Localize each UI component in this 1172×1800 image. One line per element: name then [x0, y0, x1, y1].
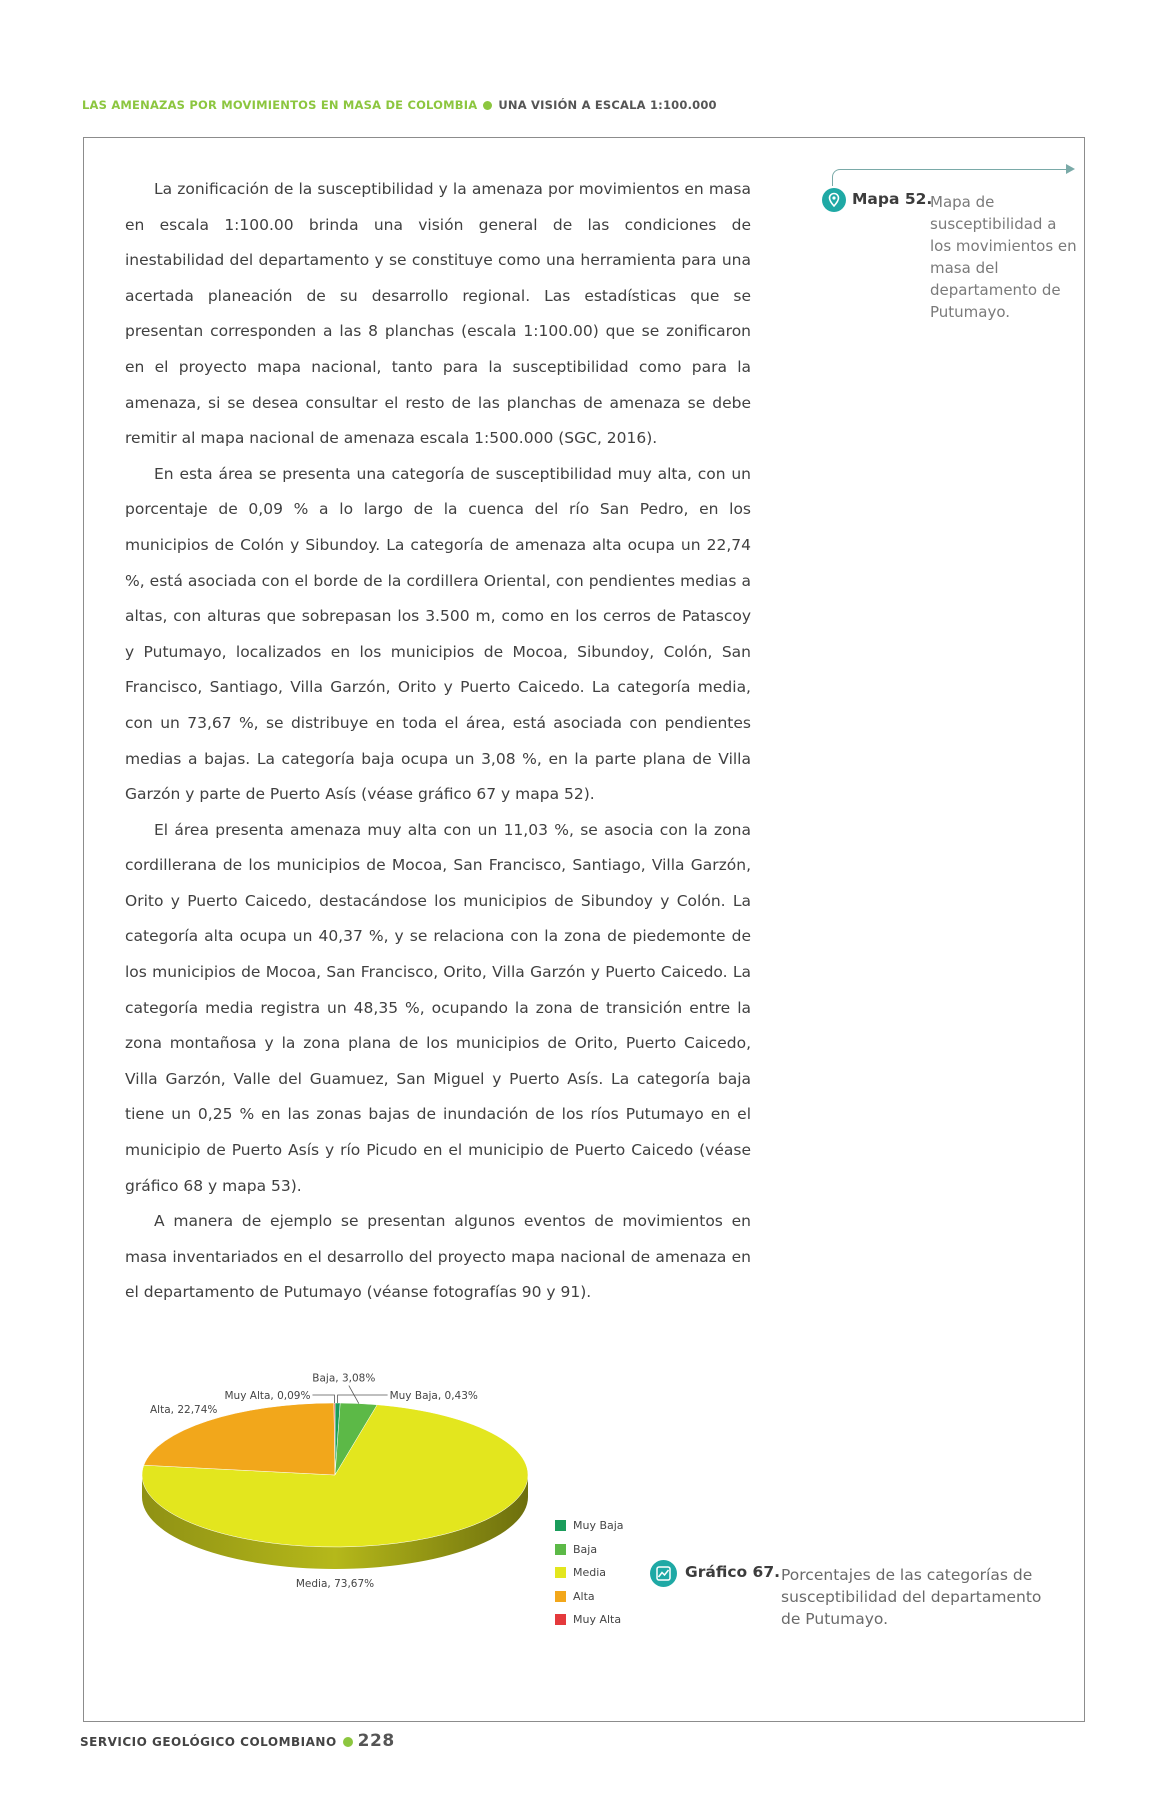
- chart-caption: Porcentajes de las categorías de susceptibilidad del departamento de Putumayo.: [781, 1566, 1042, 1628]
- footer-dot: [343, 1737, 353, 1747]
- legend-item-muy-baja: [555, 1514, 624, 1538]
- data-label-media: Media, 73,67%: [295, 1578, 375, 1590]
- legend-label: Baja: [573, 1542, 598, 1556]
- legend-item-alta: [555, 1585, 624, 1609]
- legend-label: Alta: [573, 1589, 595, 1603]
- header-subtitle: UNA VISIÓN A ESCALA 1:100.000: [498, 98, 717, 112]
- legend-swatch: [555, 1614, 566, 1625]
- leader-line-muy-alta: [312, 1395, 334, 1403]
- data-label-alta: Alta, 22,74%: [150, 1404, 218, 1416]
- legend-swatch: [555, 1591, 566, 1602]
- paragraph-1: La zonificación de la susceptibilidad y la amenaza por movimientos en masa en escala 1:100.00 brinda una visión general de las condiciones de inestabilidad del departamento y se constituye como una herramienta para una acertada planeación de su desarrollo regional. Las estadísticas que se presentan corresponden a las 8 planchas (escala 1:100.00) que se zonificaron en el proyecto mapa nacional, tanto para la susceptibilidad como para la amenaza, si se desea consultar el resto de las planchas de amenaza se debe remitir al mapa nacional de amenaza escala 1:500.000 (SGC, 2016).: [125, 180, 751, 448]
- footer-org: SERVICIO GEOLÓGICO COLOMBIANO: [80, 1735, 337, 1749]
- data-label-muy-baja: Muy Baja, 0,43%: [389, 1390, 478, 1403]
- map-label: Mapa 52.: [852, 190, 933, 208]
- page-footer: [80, 1731, 395, 1751]
- chart-legend: [555, 1514, 624, 1632]
- body-text: [125, 172, 751, 1311]
- arrow-right-icon: [1066, 164, 1075, 174]
- legend-label: Muy Alta: [573, 1613, 622, 1627]
- paragraph-3: El área presenta amenaza muy alta con un 11,03 %, se asocia con la zona cordillerana de los municipios de Mocoa, San Francisco, Santiago, Villa Garzón, Orito y Puerto Caicedo, destacándose los municipios de Sibundoy y Colón. La categoría alta ocupa un 40,37 %, y se relaciona con la zona de piedemonte de los municipios de Mocoa, San Francisco, Orito, Villa Garzón y Puerto Caicedo. La categoría media registra un 48,35 %, ocupando la zona de transición entre la zona montañosa y la zona plana de los municipios de Orito, Puerto Caicedo, Villa Garzón, Valle del Guamuez, San Miguel y Puerto Asís. La categoría baja tiene un 0,25 % en las zonas bajas de inundación de los ríos Putumayo en el municipio de Puerto Asís y río Picudo en el municipio de Puerto Caicedo (véase gráfico 68 y mapa 53).: [125, 820, 751, 1195]
- paragraph-4: A manera de ejemplo se presentan algunos eventos de movimientos en masa inventariados en el desarrollo del proyecto mapa nacional de amenaza en el departamento de Putumayo (véanse fotografías 90 y 91).: [125, 1212, 751, 1302]
- data-label-muy-alta: Muy Alta, 0,09%: [224, 1390, 311, 1403]
- legend-label: Media: [573, 1566, 607, 1580]
- legend-swatch: [555, 1520, 566, 1531]
- legend-item-media: [555, 1561, 624, 1585]
- chart-icon: [650, 1560, 677, 1587]
- map-reference: [822, 163, 1082, 323]
- legend-label: Muy Baja: [573, 1519, 624, 1533]
- leader-line-baja: [349, 1386, 359, 1404]
- chart-reference: [650, 1560, 1070, 1640]
- legend-item-muy-alta: [555, 1608, 624, 1632]
- paragraph-2: En esta área se presenta una categoría de susceptibilidad muy alta, con un porcentaje de 0,09 % a lo largo de la cuenca del río San Pedro, en los municipios de Colón y Sibundoy. La categoría de amenaza alta ocupa un 22,74 %, está asociada con el borde de la cordillera Oriental, con pendientes medias a altas, con alturas que sobrepasan los 3.500 m, como en los cerros de Patascoy y Putumayo, localizados en los municipios de Mocoa, Sibundoy, Colón, San Francisco, Santiago, Villa Garzón, Orito y Puerto Caicedo. La categoría media, con un 73,67 %, se distribuye en toda el área, está asociada con pendientes medias a bajas. La categoría baja ocupa un 3,08 %, en la parte plana de Villa Garzón y parte de Puerto Asís (véase gráfico 67 y mapa 52).: [125, 464, 751, 804]
- header-title: LAS AMENAZAS POR MOVIMIENTOS EN MASA DE COLOMBIA: [82, 98, 478, 112]
- legend-swatch: [555, 1544, 566, 1555]
- header-dot: [483, 101, 492, 110]
- legend-item-baja: [555, 1538, 624, 1562]
- legend-swatch: [555, 1567, 566, 1578]
- chart-label: Gráfico 67.: [685, 1563, 781, 1581]
- page-number: 228: [357, 1731, 395, 1751]
- map-caption: Mapa de susceptibilidad a los movimientos en masa del departamento de Putumayo.: [930, 193, 1077, 321]
- data-label-baja: Baja, 3,08%: [312, 1372, 376, 1385]
- map-bracket-line: [832, 169, 1073, 186]
- running-header: [82, 98, 717, 112]
- leader-line-muy-baja: [338, 1395, 388, 1403]
- map-pin-icon: [822, 188, 846, 212]
